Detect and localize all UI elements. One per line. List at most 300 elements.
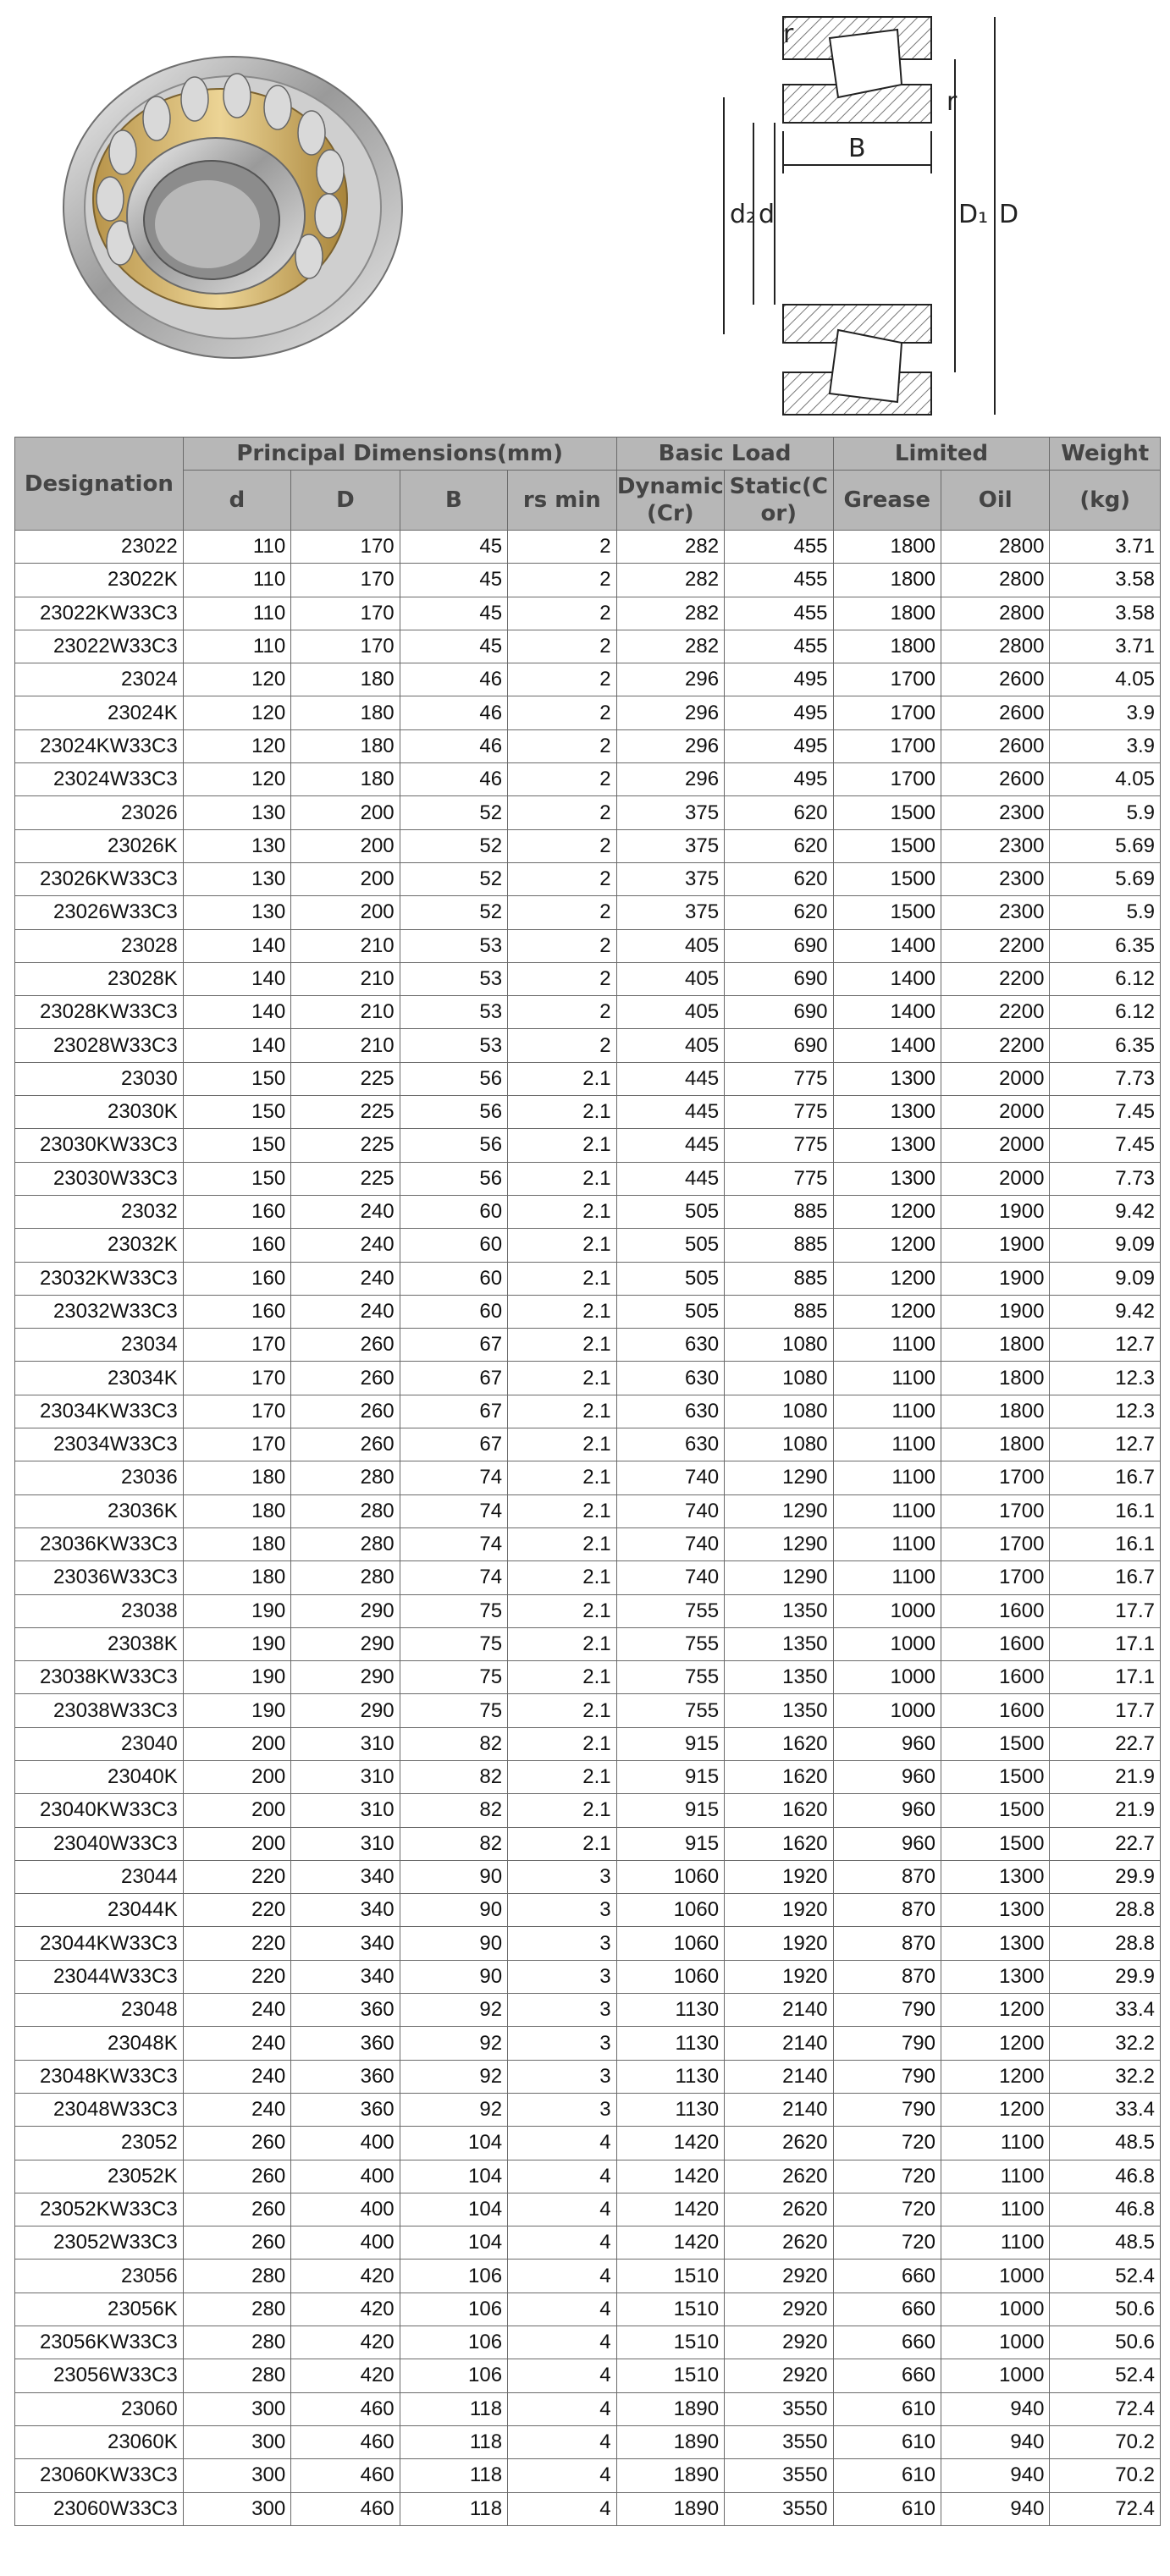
cell-static-load: 1080 <box>725 1428 833 1461</box>
cell-rs-min: 2 <box>508 630 617 663</box>
cell-rs-min: 2.1 <box>508 1096 617 1129</box>
cell-B: 46 <box>400 729 507 762</box>
header-kg: (kg) <box>1050 471 1161 531</box>
cell-weight: 16.1 <box>1050 1527 1161 1560</box>
cell-static-load: 1290 <box>725 1561 833 1594</box>
cell-rs-min: 3 <box>508 1860 617 1893</box>
cell-d: 300 <box>183 2392 290 2425</box>
cell-rs-min: 2.1 <box>508 1428 617 1461</box>
cell-designation: 23048 <box>15 1994 184 2027</box>
cell-designation: 23028W33C3 <box>15 1029 184 1062</box>
label-B: B <box>848 134 866 163</box>
cell-static-load: 885 <box>725 1262 833 1295</box>
cell-oil-speed: 1300 <box>941 1927 1049 1960</box>
table-row <box>15 2027 1161 2060</box>
table-row <box>15 2326 1161 2359</box>
table-row <box>15 1329 1161 1362</box>
table-row <box>15 564 1161 597</box>
table-row <box>15 1527 1161 1560</box>
cell-rs-min: 4 <box>508 2160 617 2193</box>
cell-weight: 9.42 <box>1050 1295 1161 1328</box>
cell-B: 75 <box>400 1694 507 1727</box>
table-row <box>15 1362 1161 1395</box>
cell-weight: 3.9 <box>1050 729 1161 762</box>
cell-rs-min: 2.1 <box>508 1295 617 1328</box>
table-row <box>15 1727 1161 1760</box>
header-limited: Limited <box>833 438 1050 471</box>
cell-designation: 23024W33C3 <box>15 763 184 796</box>
cell-rs-min: 3 <box>508 1960 617 1993</box>
cell-B: 60 <box>400 1262 507 1295</box>
cell-static-load: 775 <box>725 1129 833 1162</box>
cell-d: 170 <box>183 1395 290 1428</box>
cell-weight: 72.4 <box>1050 2392 1161 2425</box>
cell-oil-speed: 1700 <box>941 1461 1049 1494</box>
cell-dynamic-load: 1890 <box>616 2459 724 2492</box>
cell-D: 290 <box>291 1627 400 1660</box>
table-row <box>15 862 1161 895</box>
cell-static-load: 885 <box>725 1295 833 1328</box>
cell-B: 45 <box>400 531 507 564</box>
table-row <box>15 1262 1161 1295</box>
cell-designation: 23024 <box>15 663 184 696</box>
cell-designation: 23036KW33C3 <box>15 1527 184 1560</box>
header-static: Static(C or) <box>725 471 833 531</box>
cell-oil-speed: 1500 <box>941 1760 1049 1793</box>
cell-D: 360 <box>291 2027 400 2060</box>
cell-rs-min: 2.1 <box>508 1827 617 1860</box>
cell-D: 200 <box>291 896 400 929</box>
cell-static-load: 1620 <box>725 1727 833 1760</box>
cell-grease-speed: 720 <box>833 2193 941 2226</box>
table-row <box>15 1029 1161 1062</box>
cell-d: 190 <box>183 1627 290 1660</box>
label-d2: d₂ <box>730 200 757 229</box>
table-row <box>15 1461 1161 1494</box>
cell-rs-min: 3 <box>508 2093 617 2126</box>
cell-oil-speed: 940 <box>941 2492 1049 2525</box>
cell-static-load: 1620 <box>725 1827 833 1860</box>
cell-rs-min: 4 <box>508 2226 617 2260</box>
cell-oil-speed: 2300 <box>941 862 1049 895</box>
cell-grease-speed: 660 <box>833 2326 941 2359</box>
cell-D: 340 <box>291 1894 400 1927</box>
label-D: D <box>999 200 1019 229</box>
cell-designation: 23036K <box>15 1494 184 1527</box>
table-row <box>15 1694 1161 1727</box>
cell-grease-speed: 1400 <box>833 929 941 962</box>
cell-rs-min: 4 <box>508 2193 617 2226</box>
cell-rs-min: 2.1 <box>508 1362 617 1395</box>
cell-weight: 3.58 <box>1050 564 1161 597</box>
cell-weight: 21.9 <box>1050 1760 1161 1793</box>
cell-dynamic-load: 445 <box>616 1129 724 1162</box>
cell-static-load: 1350 <box>725 1694 833 1727</box>
cell-weight: 5.69 <box>1050 862 1161 895</box>
cell-static-load: 1350 <box>725 1594 833 1627</box>
cell-weight: 6.35 <box>1050 1029 1161 1062</box>
cell-designation: 23040KW33C3 <box>15 1794 184 1827</box>
cell-dynamic-load: 505 <box>616 1262 724 1295</box>
label-r-mid: r <box>946 87 958 117</box>
cell-D: 260 <box>291 1395 400 1428</box>
cell-static-load: 775 <box>725 1162 833 1195</box>
cell-rs-min: 2 <box>508 929 617 962</box>
cell-weight: 22.7 <box>1050 1727 1161 1760</box>
cell-designation: 23034W33C3 <box>15 1428 184 1461</box>
cell-grease-speed: 870 <box>833 1860 941 1893</box>
cell-designation: 23052 <box>15 2127 184 2160</box>
cell-d: 150 <box>183 1129 290 1162</box>
header-d: d <box>183 471 290 531</box>
cell-D: 340 <box>291 1960 400 1993</box>
cell-weight: 12.7 <box>1050 1428 1161 1461</box>
cell-dynamic-load: 1420 <box>616 2160 724 2193</box>
table-row <box>15 1627 1161 1660</box>
cell-oil-speed: 1900 <box>941 1229 1049 1262</box>
table-row <box>15 2260 1161 2293</box>
cell-dynamic-load: 740 <box>616 1461 724 1494</box>
cell-B: 118 <box>400 2392 507 2425</box>
cell-grease-speed: 1100 <box>833 1461 941 1494</box>
cell-static-load: 2920 <box>725 2293 833 2326</box>
cell-B: 118 <box>400 2492 507 2525</box>
cell-dynamic-load: 1420 <box>616 2193 724 2226</box>
cell-weight: 7.73 <box>1050 1162 1161 1195</box>
cell-d: 110 <box>183 630 290 663</box>
cell-weight: 17.7 <box>1050 1594 1161 1627</box>
cell-static-load: 2920 <box>725 2326 833 2359</box>
cell-d: 110 <box>183 564 290 597</box>
cell-rs-min: 2.1 <box>508 1395 617 1428</box>
cell-grease-speed: 610 <box>833 2459 941 2492</box>
cell-designation: 23056K <box>15 2293 184 2326</box>
cell-designation: 23038W33C3 <box>15 1694 184 1727</box>
cell-grease-speed: 1300 <box>833 1062 941 1095</box>
cell-oil-speed: 1600 <box>941 1627 1049 1660</box>
cell-dynamic-load: 1890 <box>616 2492 724 2525</box>
cell-dynamic-load: 740 <box>616 1527 724 1560</box>
cell-grease-speed: 1100 <box>833 1561 941 1594</box>
cell-rs-min: 2.1 <box>508 1262 617 1295</box>
cell-static-load: 455 <box>725 564 833 597</box>
cell-rs-min: 2.1 <box>508 1329 617 1362</box>
cell-grease-speed: 1000 <box>833 1594 941 1627</box>
cell-designation: 23036 <box>15 1461 184 1494</box>
cell-B: 75 <box>400 1627 507 1660</box>
cell-d: 300 <box>183 2425 290 2458</box>
cell-oil-speed: 2600 <box>941 729 1049 762</box>
cell-rs-min: 2 <box>508 663 617 696</box>
cell-weight: 12.3 <box>1050 1395 1161 1428</box>
cell-dynamic-load: 1420 <box>616 2127 724 2160</box>
cell-oil-speed: 2300 <box>941 896 1049 929</box>
cell-B: 53 <box>400 996 507 1029</box>
cell-D: 360 <box>291 1994 400 2027</box>
cell-B: 45 <box>400 630 507 663</box>
cell-dynamic-load: 375 <box>616 862 724 895</box>
cell-designation: 23048W33C3 <box>15 2093 184 2126</box>
cell-D: 310 <box>291 1760 400 1793</box>
cell-d: 260 <box>183 2160 290 2193</box>
table-row <box>15 531 1161 564</box>
cell-grease-speed: 1500 <box>833 896 941 929</box>
cell-D: 200 <box>291 796 400 829</box>
cell-grease-speed: 1700 <box>833 663 941 696</box>
cell-weight: 50.6 <box>1050 2326 1161 2359</box>
table-row <box>15 2425 1161 2458</box>
cell-oil-speed: 2600 <box>941 663 1049 696</box>
cell-d: 160 <box>183 1229 290 1262</box>
cell-D: 460 <box>291 2492 400 2525</box>
cell-B: 45 <box>400 564 507 597</box>
cell-grease-speed: 790 <box>833 1994 941 2027</box>
cell-rs-min: 4 <box>508 2326 617 2359</box>
table-row <box>15 2459 1161 2492</box>
cell-designation: 23034 <box>15 1329 184 1362</box>
cell-grease-speed: 870 <box>833 1894 941 1927</box>
cell-oil-speed: 1300 <box>941 1960 1049 1993</box>
header-B: B <box>400 471 507 531</box>
cell-oil-speed: 2200 <box>941 929 1049 962</box>
cell-weight: 4.05 <box>1050 763 1161 796</box>
cell-d: 280 <box>183 2359 290 2392</box>
cell-oil-speed: 2300 <box>941 829 1049 862</box>
cell-D: 240 <box>291 1262 400 1295</box>
cell-dynamic-load: 630 <box>616 1362 724 1395</box>
cell-oil-speed: 1500 <box>941 1794 1049 1827</box>
cell-D: 420 <box>291 2359 400 2392</box>
cell-designation: 23048K <box>15 2027 184 2060</box>
cell-dynamic-load: 296 <box>616 696 724 729</box>
cell-D: 170 <box>291 564 400 597</box>
cell-designation: 23026K <box>15 829 184 862</box>
cell-d: 190 <box>183 1694 290 1727</box>
cell-weight: 7.73 <box>1050 1062 1161 1095</box>
cell-dynamic-load: 1060 <box>616 1960 724 1993</box>
cell-designation: 23032KW33C3 <box>15 1262 184 1295</box>
cell-dynamic-load: 755 <box>616 1627 724 1660</box>
table-row <box>15 2226 1161 2260</box>
cell-B: 46 <box>400 663 507 696</box>
cell-static-load: 1080 <box>725 1329 833 1362</box>
cell-dynamic-load: 1510 <box>616 2260 724 2293</box>
cell-oil-speed: 1800 <box>941 1428 1049 1461</box>
cell-rs-min: 2 <box>508 564 617 597</box>
table-row <box>15 1894 1161 1927</box>
table-row <box>15 796 1161 829</box>
cell-rs-min: 2 <box>508 962 617 995</box>
cell-D: 400 <box>291 2226 400 2260</box>
cell-designation: 23060 <box>15 2392 184 2425</box>
cell-static-load: 2920 <box>725 2260 833 2293</box>
cell-D: 340 <box>291 1927 400 1960</box>
cell-d: 200 <box>183 1760 290 1793</box>
cell-static-load: 1920 <box>725 1960 833 1993</box>
table-row <box>15 1229 1161 1262</box>
cell-oil-speed: 2200 <box>941 962 1049 995</box>
cell-grease-speed: 660 <box>833 2359 941 2392</box>
cell-dynamic-load: 505 <box>616 1229 724 1262</box>
cell-dynamic-load: 1130 <box>616 1994 724 2027</box>
cell-weight: 32.2 <box>1050 2060 1161 2093</box>
cell-d: 120 <box>183 696 290 729</box>
cell-designation: 23060W33C3 <box>15 2492 184 2525</box>
cell-dynamic-load: 282 <box>616 630 724 663</box>
cell-d: 260 <box>183 2193 290 2226</box>
table-row <box>15 2392 1161 2425</box>
cell-d: 140 <box>183 996 290 1029</box>
cell-designation: 23044K <box>15 1894 184 1927</box>
cell-oil-speed: 1200 <box>941 2060 1049 2093</box>
cell-D: 170 <box>291 597 400 630</box>
cell-oil-speed: 2800 <box>941 564 1049 597</box>
cell-B: 74 <box>400 1461 507 1494</box>
cell-static-load: 455 <box>725 597 833 630</box>
cell-weight: 21.9 <box>1050 1794 1161 1827</box>
cell-grease-speed: 1200 <box>833 1229 941 1262</box>
cell-rs-min: 3 <box>508 2027 617 2060</box>
cell-d: 130 <box>183 829 290 862</box>
bearing-photo <box>59 47 406 368</box>
cell-grease-speed: 1100 <box>833 1329 941 1362</box>
cell-weight: 52.4 <box>1050 2359 1161 2392</box>
header-dynamic: Dynamic (Cr) <box>616 471 724 531</box>
cell-weight: 32.2 <box>1050 2027 1161 2060</box>
cell-rs-min: 2 <box>508 996 617 1029</box>
cell-weight: 70.2 <box>1050 2459 1161 2492</box>
table-row <box>15 763 1161 796</box>
cell-B: 74 <box>400 1561 507 1594</box>
cell-D: 280 <box>291 1461 400 1494</box>
cell-grease-speed: 1800 <box>833 531 941 564</box>
cell-D: 210 <box>291 962 400 995</box>
cell-grease-speed: 1000 <box>833 1661 941 1694</box>
cell-D: 225 <box>291 1129 400 1162</box>
cell-rs-min: 3 <box>508 2060 617 2093</box>
cell-static-load: 2620 <box>725 2193 833 2226</box>
cell-rs-min: 2.1 <box>508 1229 617 1262</box>
cell-grease-speed: 1100 <box>833 1527 941 1560</box>
cell-designation: 23056W33C3 <box>15 2359 184 2392</box>
header-basic-load: Basic Load <box>616 438 833 471</box>
cell-oil-speed: 940 <box>941 2459 1049 2492</box>
roller-bottom <box>830 330 902 402</box>
cell-static-load: 2920 <box>725 2359 833 2392</box>
cell-D: 260 <box>291 1329 400 1362</box>
cell-d: 120 <box>183 763 290 796</box>
cell-weight: 46.8 <box>1050 2160 1161 2193</box>
cell-static-load: 2620 <box>725 2160 833 2193</box>
cell-dynamic-load: 1890 <box>616 2425 724 2458</box>
cell-oil-speed: 2000 <box>941 1162 1049 1195</box>
cell-B: 104 <box>400 2226 507 2260</box>
cell-weight: 48.5 <box>1050 2226 1161 2260</box>
cell-weight: 70.2 <box>1050 2425 1161 2458</box>
cell-D: 290 <box>291 1594 400 1627</box>
table-row <box>15 996 1161 1029</box>
cell-B: 118 <box>400 2459 507 2492</box>
cell-oil-speed: 2600 <box>941 696 1049 729</box>
cell-rs-min: 2 <box>508 829 617 862</box>
cell-oil-speed: 1000 <box>941 2260 1049 2293</box>
cell-D: 180 <box>291 763 400 796</box>
cell-d: 170 <box>183 1329 290 1362</box>
cell-designation: 23032K <box>15 1229 184 1262</box>
table-row <box>15 1994 1161 2027</box>
header-designation: Designation <box>15 438 184 531</box>
cell-rs-min: 2.1 <box>508 1661 617 1694</box>
cell-grease-speed: 1400 <box>833 962 941 995</box>
cell-dynamic-load: 282 <box>616 597 724 630</box>
header-weight: Weight <box>1050 438 1161 471</box>
cell-weight: 4.05 <box>1050 663 1161 696</box>
cell-B: 56 <box>400 1162 507 1195</box>
cell-grease-speed: 610 <box>833 2392 941 2425</box>
cell-B: 104 <box>400 2193 507 2226</box>
cell-oil-speed: 1200 <box>941 2093 1049 2126</box>
cell-B: 52 <box>400 896 507 929</box>
cell-designation: 23056KW33C3 <box>15 2326 184 2359</box>
cell-grease-speed: 1500 <box>833 829 941 862</box>
table-row <box>15 696 1161 729</box>
cell-grease-speed: 1100 <box>833 1395 941 1428</box>
header-grease: Grease <box>833 471 941 531</box>
cell-grease-speed: 1800 <box>833 597 941 630</box>
cell-B: 104 <box>400 2127 507 2160</box>
cell-weight: 16.7 <box>1050 1461 1161 1494</box>
cell-D: 210 <box>291 1029 400 1062</box>
cell-grease-speed: 790 <box>833 2027 941 2060</box>
table-row <box>15 2160 1161 2193</box>
cell-B: 106 <box>400 2293 507 2326</box>
cell-weight: 28.8 <box>1050 1927 1161 1960</box>
cell-dynamic-load: 1060 <box>616 1860 724 1893</box>
table-row <box>15 1661 1161 1694</box>
cell-weight: 16.1 <box>1050 1494 1161 1527</box>
cell-static-load: 3550 <box>725 2492 833 2525</box>
cell-designation: 23026W33C3 <box>15 896 184 929</box>
cell-B: 75 <box>400 1594 507 1627</box>
cell-oil-speed: 1100 <box>941 2193 1049 2226</box>
cell-oil-speed: 1100 <box>941 2226 1049 2260</box>
cell-dynamic-load: 915 <box>616 1794 724 1827</box>
cell-d: 190 <box>183 1661 290 1694</box>
header-oil: Oil <box>941 471 1049 531</box>
cell-rs-min: 2.1 <box>508 1627 617 1660</box>
cell-B: 82 <box>400 1827 507 1860</box>
cell-D: 420 <box>291 2293 400 2326</box>
cell-dynamic-load: 296 <box>616 663 724 696</box>
cell-B: 92 <box>400 2027 507 2060</box>
table-row <box>15 1428 1161 1461</box>
cell-B: 82 <box>400 1794 507 1827</box>
cell-rs-min: 2.1 <box>508 1727 617 1760</box>
cell-weight: 16.7 <box>1050 1561 1161 1594</box>
cell-dynamic-load: 1510 <box>616 2293 724 2326</box>
cell-weight: 17.1 <box>1050 1661 1161 1694</box>
cell-grease-speed: 660 <box>833 2293 941 2326</box>
cell-rs-min: 2.1 <box>508 1594 617 1627</box>
cell-B: 67 <box>400 1362 507 1395</box>
cell-weight: 7.45 <box>1050 1129 1161 1162</box>
cell-d: 190 <box>183 1594 290 1627</box>
cell-d: 160 <box>183 1195 290 1228</box>
header-D: D <box>291 471 400 531</box>
cell-static-load: 1290 <box>725 1494 833 1527</box>
cell-dynamic-load: 630 <box>616 1329 724 1362</box>
cell-D: 280 <box>291 1527 400 1560</box>
